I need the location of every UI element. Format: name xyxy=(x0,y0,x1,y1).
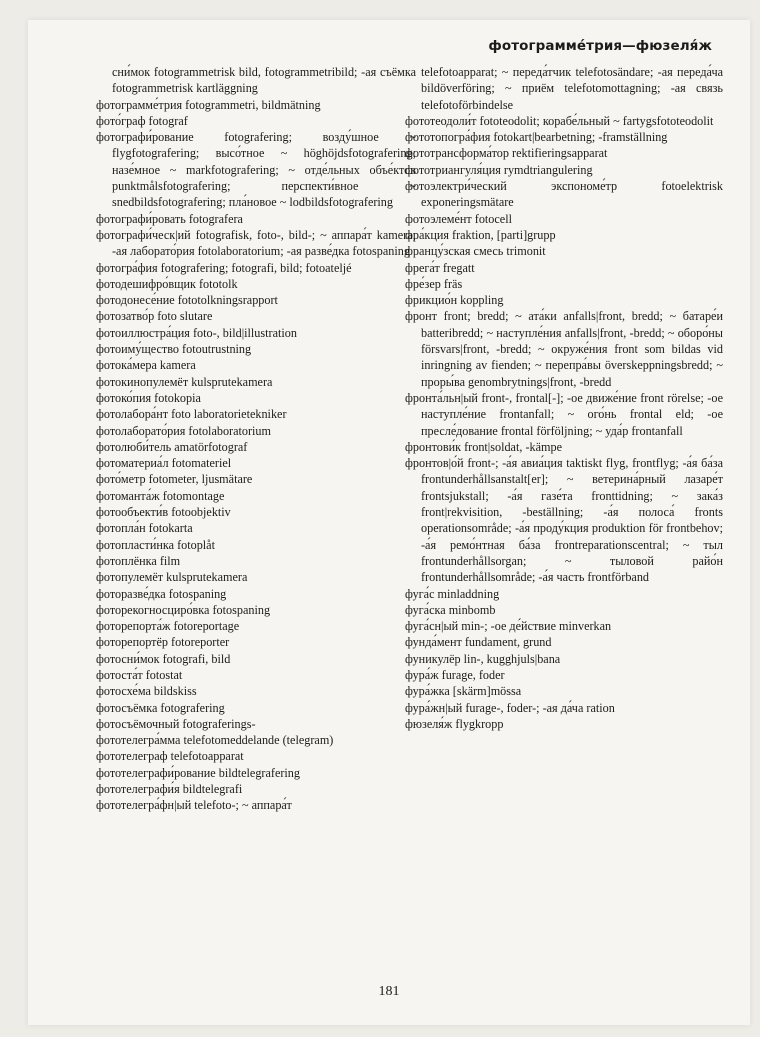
dictionary-entry: фотосхе́ма bildskiss xyxy=(96,684,197,699)
dictionary-entry: фотоиму́щество fotoutrustning xyxy=(96,342,252,357)
dictionary-entry: фото́метр fotometer, ljusmätare xyxy=(96,472,253,487)
dictionary-entry: фуга́ска minbomb xyxy=(405,602,496,617)
book-page xyxy=(28,20,750,1025)
dictionary-entry: фотообъекти́в fotoobjektiv xyxy=(96,505,231,520)
dictionary-entry: фоторекогносциро́вка fotospaning xyxy=(96,602,271,617)
dictionary-entry: фрега́т fregatt xyxy=(405,260,475,275)
dictionary-entry: фунда́мент fundament, grund xyxy=(405,635,552,650)
dictionary-entry: францу́зская смесь trimonit xyxy=(405,244,546,259)
dictionary-entry: фотодонесе́ние fototolkningsrapport xyxy=(96,293,278,308)
dictionary-entry: фотозатво́р foto slutare xyxy=(96,309,213,324)
dictionary-entry: фото́граф fotograf xyxy=(96,113,188,128)
dictionary-entry: фура́ж furage, foder xyxy=(405,667,505,682)
dictionary-entry: фотогра́фия fotografering; fotografi, bild; fotoatelјé xyxy=(96,260,352,275)
dictionary-entry: фронта́льн|ый front-, frontal[-]; -ое движе́ние front rörelse; -ое наступле́ние frontanfall; ~ ого́нь frontal eld; -ое пресле́дование frontal förföljning; ~ уда́р frontanfall xyxy=(405,390,723,438)
dictionary-entry: фототелегра́мма telefotomeddelande (telegram) xyxy=(96,733,334,748)
dictionary-entry: фронтов|о́й front-; -а́я авиа́ция taktiskt flyg, frontflyg; -а́я ба́за frontunderhållsanstalt[er]; ~ ветерина́рный лазаре́т frontsjukstall; -а́я газе́та fronttidning; ~ зака́з front|rekvisition, -beställning; -а́я полоса́ fronts operationsområde; -а́я проду́кция produktion för frontbehov; -а́я ремо́нтная ба́за frontreparationscentral; ~ тыл frontunderhållsorgan; ~ тыловой райо́н frontunderhållsområde; -а́я часть frontförband xyxy=(405,456,723,585)
left-column xyxy=(96,64,416,814)
dictionary-entry: фотосни́мок fotografi, bild xyxy=(96,651,231,666)
dictionary-entry: фотоиллюстра́ция foto-, bild|illustration xyxy=(96,325,297,340)
dictionary-entry: фототеодоли́т fototeodolit; корабе́льный ~ fartygsfototeodolit xyxy=(405,113,714,128)
dictionary-entry: фототелегра́фн|ый telefoto-; ~ аппара́т xyxy=(96,798,292,813)
dictionary-entry: фотографи́ческ|ий fotografisk, foto-, bild-; ~ аппара́т kamera; -ая лаборато́рия fotolaboratorium; -ая разве́дка fotospaning xyxy=(96,227,416,259)
dictionary-entry: фура́жка [skärm]mössa xyxy=(405,684,522,699)
dictionary-entry: фотоко́пия fotokopia xyxy=(96,390,201,405)
dictionary-entry: фотолюби́тель amatörfotograf xyxy=(96,439,248,454)
page-number: 181 xyxy=(378,984,400,999)
dictionary-entry: фотографи́рование fotografering; возду́шное ~ flygfotografering; высо́тное ~ höghöjdsfotografering; назе́мное ~ markfotografering; ~ отде́льных объе́ктов punktmålsfotografering; перспекти́вное ~ snedbildsfotografering; пла́новое ~ lodbildsfotografering xyxy=(96,130,416,210)
dictionary-entry: фура́жн|ый furage-, foder-; -ая да́ча ration xyxy=(405,700,615,715)
dictionary-entry: фуникулёр lin-, kugghjuls|bana xyxy=(405,651,561,666)
dictionary-entry: фюзеля́ж flygkropp xyxy=(405,716,504,731)
dictionary-entry: фре́зер fräs xyxy=(405,276,463,291)
dictionary-entry: фра́кция fraktion, [parti]grupp xyxy=(405,227,556,242)
dictionary-entry: фоторепортёр fotoreporter xyxy=(96,635,230,650)
dictionary-entry: фотоплёнка film xyxy=(96,553,181,568)
dictionary-entry: фототелеграфи́рование bildtelegrafering xyxy=(96,765,300,780)
right-column xyxy=(405,64,723,732)
dictionary-entry: фотолабора́нт foto laboratorietekniker xyxy=(96,407,287,422)
dictionary-entry: фотосъёмка fotografering xyxy=(96,700,225,715)
dictionary-entry: фототелеграф telefotoapparat xyxy=(96,749,244,764)
dictionary-entry: фотопулемёт kulsprutekamera xyxy=(96,570,248,585)
dictionary-entry: фотоматериа́л fotomateriel xyxy=(96,456,232,471)
dictionary-entry: фотопласти́нка fotoplåt xyxy=(96,537,215,552)
dictionary-entry: telefotoapparat; ~ переда́тчик telefotosändare; -ая переда́ча bildöverföring; ~ приём telefotomottagning; -ая связь telefotoförbindelse xyxy=(421,65,723,112)
dictionary-entry: фуга́сн|ый min-; -ое де́йствие minverkan xyxy=(405,619,612,634)
dictionary-entry: фотока́мера kamera xyxy=(96,358,196,373)
dictionary-entry: сни́мок fotogrammetrisk bild, fotogrammetribild; -ая съёмка fotogrammetrisk kartläggning xyxy=(112,65,416,96)
dictionary-entry: фрикцио́н koppling xyxy=(405,293,504,308)
dictionary-entry: фотографи́ровать fotografera xyxy=(96,211,243,226)
dictionary-entry: фототелеграфи́я bildtelegrafi xyxy=(96,782,243,797)
dictionary-entry: фоторазве́дка fotospaning xyxy=(96,586,227,601)
dictionary-entry: фотоста́т fotostat xyxy=(96,667,183,682)
dictionary-entry: фотограмме́трия fotogrammetri, bildmätning xyxy=(96,97,321,112)
dictionary-entry: фототопогра́фия fotokart|bearbetning; -framställning xyxy=(405,130,668,145)
dictionary-entry: фототрансформа́тор rektifieringsapparat xyxy=(405,146,608,161)
running-head: фотограмме́трия—фюзеля́ж xyxy=(488,38,712,54)
dictionary-entry: фоторепорта́ж fotoreportage xyxy=(96,619,240,634)
dictionary-entry: фотосъёмочный fotograferings- xyxy=(96,716,256,731)
dictionary-entry: фронт front; bredd; ~ ата́ки anfalls|front, bredd; ~ батаре́и batteribredd; ~ наступле́ния anfalls|front, -bredd; ~ оборо́ны försvars|front, -bredd; ~ окруже́ния front som bildas vid inringning av fienden; ~ перепра́вы överskeppningsbredd; ~ проры́ва genombrytnings|front, -bredd xyxy=(405,309,723,389)
dictionary-entry: фотодешифро́вщик fototolk xyxy=(96,276,238,291)
dictionary-entry: фронтови́к front|soldat, -kämpe xyxy=(405,439,562,454)
dictionary-entry: фотоманта́ж fotomontage xyxy=(96,488,225,503)
dictionary-entry: фотокинопулемёт kulsprutekamera xyxy=(96,374,273,389)
dictionary-entry: фотоэлеме́нт fotocell xyxy=(405,211,512,226)
dictionary-entry: фототриангуля́ция rymdtriangulering xyxy=(405,162,593,177)
dictionary-entry: фотопла́н fotokarta xyxy=(96,521,193,536)
dictionary-entry: фотоэлектри́ческий экспономе́тр fotoelektrisk exponeringsmätare xyxy=(405,179,723,210)
dictionary-entry: фуга́с minladdning xyxy=(405,586,500,601)
dictionary-entry: фотолаборато́рия fotolaboratorium xyxy=(96,423,272,438)
